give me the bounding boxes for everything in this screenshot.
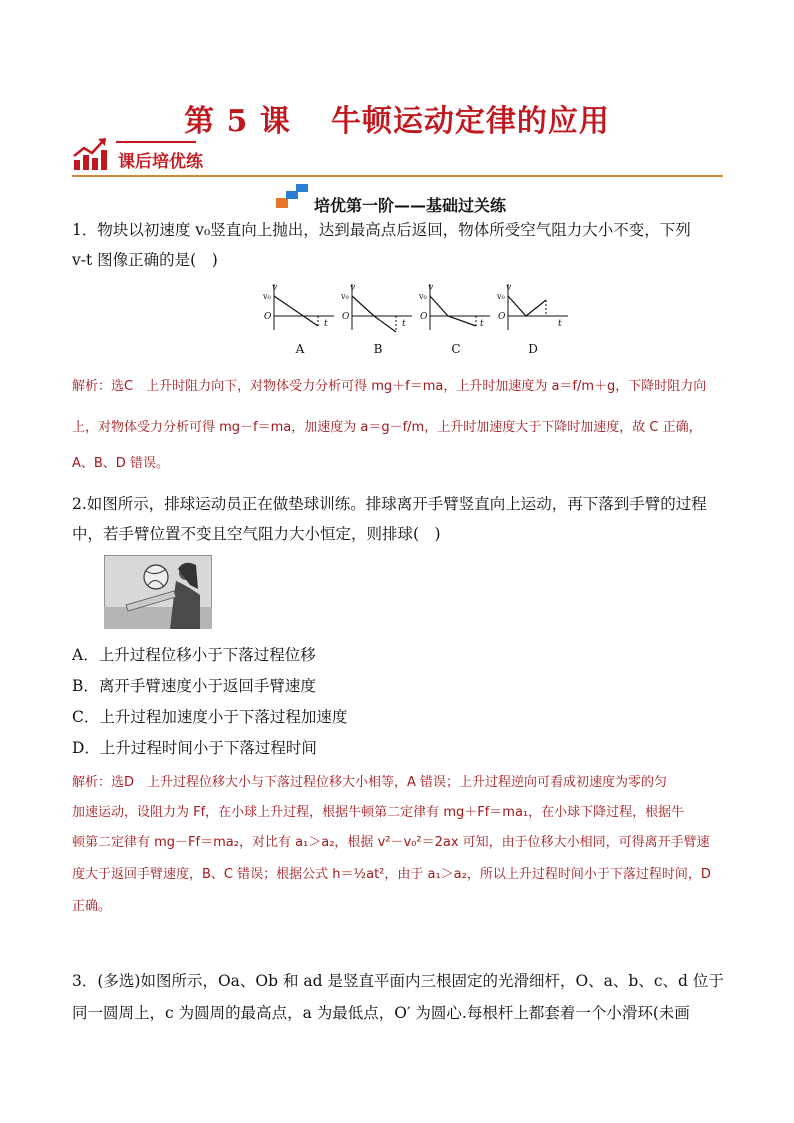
graph-c-t-label: t (480, 319, 484, 329)
graph-d-v0-label: v₀ (497, 292, 505, 301)
answer-1-line-3: A、B、D 错误。 (72, 456, 169, 471)
question-3-line-2: 同一圆周上，c 为圆周的最高点，a 为最低点，O′ 为圆心.每根杆上都套着一个小滑环(未画 (72, 1004, 690, 1022)
graph-a-v0-label: v₀ (263, 292, 271, 301)
page-title (0, 96, 794, 140)
option-c[interactable]: C．上升过程加速度小于下落过程加速度 (72, 708, 348, 726)
graph-d-v-label: v (506, 283, 512, 293)
answer-2-line-2: 加速运动，设阻力为 Ff，在小球上升过程，根据牛顿第二定律有 mg＋Ff＝ma₁，在小球下降过程，根据牛 (72, 805, 685, 820)
stage-heading: 培优第一阶——基础过关练 (314, 196, 507, 215)
graph-label-d: D (528, 342, 538, 356)
graph-c-v-label: v (428, 283, 434, 293)
graph-a-origin-label: O (264, 312, 272, 322)
lesson-title: 牛顿运动定律的应用 (330, 104, 610, 139)
question-1-line-2: v-t 图像正确的是( ) (72, 251, 218, 269)
answer-2-line-4: 度大于返回手臂速度，B、C 错误；根据公式 h＝½at²，由于 a₁＞a₂，所以上升过程时间小于下落过程时间，D (72, 867, 711, 882)
graph-c-v0-label: v₀ (419, 292, 427, 301)
graph-b-v-label: v (350, 283, 356, 293)
volleyball-player-photo (104, 555, 212, 629)
question-1 (72, 215, 724, 275)
graph-d-origin-label: O (498, 312, 506, 322)
answer-2-line-1: 解析：选D 上升过程位移大小与下落过程位移大小相等，A 错误；上升过程逆向可看成初速度为零的匀 (72, 775, 668, 790)
question-2 (72, 489, 724, 549)
question-1-answer (72, 367, 724, 478)
section-accent-line (116, 141, 196, 143)
graph-label-b: B (373, 342, 383, 356)
stairs-icon (276, 184, 310, 208)
graph-b-t-label: t (402, 319, 406, 329)
question-2-line-2: 中，若手臂位置不变且空气阻力大小恒定，则排球( ) (72, 525, 441, 543)
answer-1-line-2: 上，对物体受力分析可得 mg－f＝ma，加速度为 a＝g－f/m，上升时加速度大于下降时加速度，故 C 正确， (72, 420, 702, 435)
option-a[interactable]: A．上升过程位移小于下落过程位移 (72, 646, 316, 664)
graph-a-v-label: v (272, 283, 278, 293)
growth-chart-logo-icon (72, 136, 108, 172)
question-3 (72, 965, 724, 1029)
graph-c-origin-label: O (420, 312, 428, 322)
answer-1-line-1: 解析：选C 上升时阻力向下，对物体受力分析可得 mg＋f＝ma，上升时加速度为 a＝f/m＋g，下降时阻力向 (72, 379, 707, 394)
answer-2-line-3: 顿第二定律有 mg－Ff＝ma₂，对比有 a₁＞a₂，根据 v²－v₀²＝2ax 可知，由于位移大小相同，可得离开手臂速 (72, 835, 710, 850)
answer-2-line-5: 正确。 (72, 899, 112, 914)
option-b[interactable]: B．离开手臂速度小于返回手臂速度 (72, 677, 316, 695)
question-1-line-1: 1．物块以初速度 v₀竖直向上抛出，达到最高点后返回，物体所受空气阻力大小不变，下列 (72, 221, 691, 239)
option-d[interactable]: D．上升过程时间小于下落过程时间 (72, 739, 317, 757)
header-rule (72, 175, 723, 177)
graph-d-t-label: t (558, 319, 562, 329)
question-3-line-1: 3．(多选)如图所示，Oa、Ob 和 ad 是竖直平面内三根固定的光滑细杆，O、a、b、c、d 位于 (72, 972, 724, 990)
graph-b-origin-label: O (342, 312, 350, 322)
question-2-line-1: 2.如图所示，排球运动员正在做垫球训练。排球离开手臂竖直向上运动，再下落到手臂的过程 (72, 495, 707, 513)
question-2-answer (72, 768, 724, 922)
graph-label-a: A (295, 342, 305, 356)
lesson-number: 第 5 课 (184, 104, 291, 139)
graph-label-c: C (451, 342, 461, 356)
section-heading: 课后培优练 (118, 152, 203, 172)
graph-a-t-label: t (324, 319, 328, 329)
graph-b-v0-label: v₀ (341, 292, 349, 301)
